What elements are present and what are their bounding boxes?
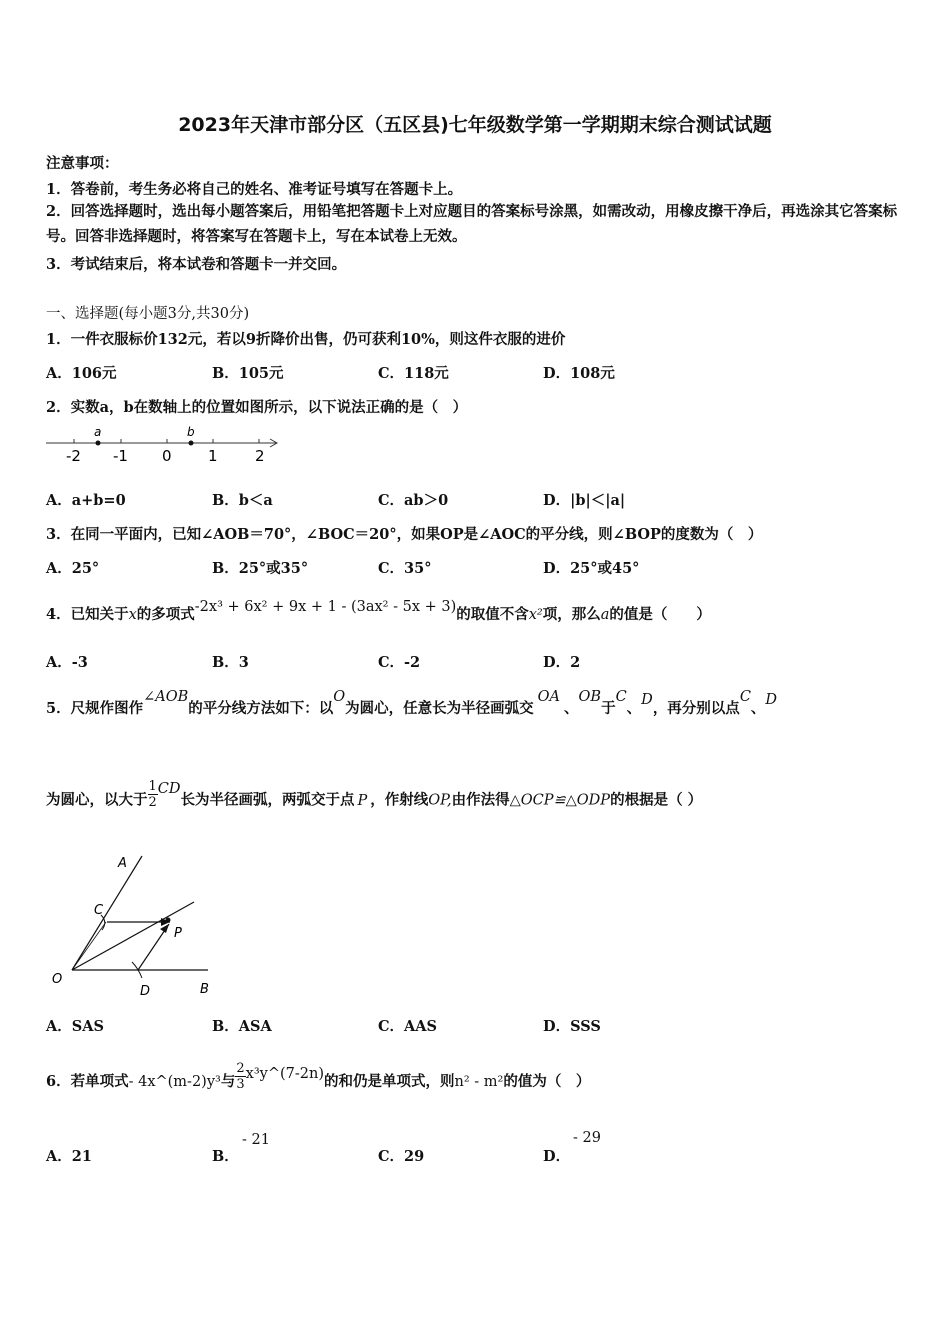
q5-text: 、 (750, 700, 766, 717)
q5-text: 为圆心，以大于 (46, 791, 148, 809)
q5-point-d: D (765, 692, 778, 708)
q4-var-a: a (600, 607, 610, 623)
q1-option-a: A．106元 (46, 365, 117, 382)
q5-congruence: △OCP≌△ODP (509, 792, 611, 809)
q5-ray-oa: OA (537, 689, 561, 705)
q4-option-d: D．2 (543, 654, 581, 671)
q4-polynomial: -2x³ + 6x² + 9x + 1 - (3ax² - 5x + 3) (194, 599, 457, 615)
notice-item-2: 2．回答选择题时，选出每小题答案后，用铅笔把答题卡上对应题目的答案标号涂黑，如需改动，用橡皮擦干净后，再选涂其它答案标号。回答非选择题时，将答案写在答题卡上，写在本试卷上无效。 (46, 203, 898, 245)
q4-text: 项，那么 (542, 606, 601, 623)
q6-option-a: A．21 (46, 1148, 92, 1165)
q2-option-d: D．|b|＜|a| (543, 492, 626, 509)
fraction-numerator: 2 (236, 1060, 245, 1076)
q4-option-c: C．-2 (378, 654, 421, 671)
question-2-stem: 2．实数a，b在数轴上的位置如图所示，以下说法正确的是（ ） (46, 399, 468, 416)
q5-fraction-half (148, 779, 158, 810)
q5-text: 、 (626, 700, 642, 717)
q4-text: 4．已知关于 (46, 606, 129, 623)
question-6-stem (46, 1060, 591, 1099)
question-5-stem-line-1 (46, 689, 778, 718)
q5-text: 于 (601, 700, 616, 717)
q4-text: 的取值不含 (456, 606, 529, 623)
q5-ray-op: OP, (428, 792, 452, 809)
q4-option-b: B．3 (212, 654, 249, 671)
question-3-stem: 3．在同一平面内，已知∠AOB＝70°，∠BOC＝20°，如果OP是∠AOC的平分线，则∠BOP的度数为（ ） (46, 526, 763, 543)
question-4-stem (46, 599, 711, 624)
q5-point-p: P (357, 792, 368, 809)
label-p: P (174, 926, 182, 941)
q5-option-d: D．SSS (543, 1018, 601, 1035)
q5-option-b: B．ASA (212, 1018, 272, 1035)
q2-option-b: B．b＜a (212, 492, 273, 509)
q3-option-a: A．25° (46, 560, 100, 577)
q6-option-b: B． (212, 1148, 239, 1165)
tick-label: -1 (113, 447, 128, 465)
q6-option-b-value: - 21 (242, 1132, 270, 1148)
q3-option-d: D．25°或45° (543, 560, 640, 577)
fraction-denominator: 3 (236, 1076, 245, 1092)
q5-text: ，作射线 (370, 791, 429, 809)
q6-monomial-1: - 4x^(m-2)y³ (128, 1074, 221, 1090)
q6-expression: n² - m² (454, 1074, 504, 1090)
q5-text: 为圆心，任意长为半径画弧交 (345, 700, 534, 717)
q5-point-c: C (739, 689, 751, 705)
q5-segment-cd: CD (157, 780, 181, 797)
fraction-numerator: 1 (148, 779, 157, 794)
q5-text: 由作法得 (451, 791, 510, 809)
label-d: D (140, 984, 151, 999)
q4-text: 的值是（ ） (609, 606, 711, 623)
q5-text: 的平分线方法如下：以 (188, 700, 334, 717)
ray-oa (72, 856, 142, 970)
point-a-label: a (94, 425, 102, 439)
label-b: B (200, 982, 209, 997)
q5-text: ，再分别以点 (652, 700, 740, 717)
q5-option-c: C．AAS (378, 1018, 438, 1035)
notice-heading: 注意事项： (46, 155, 119, 172)
label-a: A (118, 856, 127, 871)
q6-option-d-value: - 29 (573, 1130, 601, 1146)
q4-option-a: A．-3 (46, 654, 88, 671)
label-o: O (52, 972, 63, 987)
q6-text: 的和仍是单项式，则 (323, 1073, 455, 1090)
page-title: 2023年天津市部分区（五区县)七年级数学第一学期期末综合测试试题 (178, 114, 772, 136)
q1-option-b: B．105元 (212, 365, 284, 382)
point-b-dot (189, 441, 194, 446)
q5-ray-ob: OB (578, 689, 602, 705)
q4-text: 的多项式 (136, 606, 195, 623)
q6-option-d: D． (543, 1148, 571, 1165)
q5-text: 长为半径画弧，两弧交于点 (180, 791, 355, 809)
tick-label: 0 (162, 447, 172, 465)
q1-option-c: C．118元 (378, 365, 449, 382)
q2-option-a: A．a+b=0 (46, 492, 126, 509)
q1-option-d: D．108元 (543, 365, 615, 382)
construction-line (72, 922, 106, 970)
q6-text: 6．若单项式 (46, 1073, 129, 1090)
tick-label: 1 (208, 447, 218, 465)
point-a-dot (96, 441, 101, 446)
label-c: C (94, 903, 104, 918)
q5-angle-aob: ∠AOB (143, 689, 189, 705)
q3-option-b: B．25°或35° (212, 560, 309, 577)
q6-monomial-2: x³y^(7-2n) (245, 1066, 324, 1082)
q5-text: 5．尺规作图作 (46, 700, 144, 717)
q6-option-c: C．29 (378, 1148, 425, 1165)
q5-option-a: A．SAS (46, 1018, 104, 1035)
q6-text: 的值为（ ） (503, 1073, 591, 1090)
q4-x-squared: x² (528, 607, 543, 623)
q6-text: 与 (220, 1073, 236, 1090)
q3-option-c: C．35° (378, 560, 432, 577)
q5-point-o: O (333, 689, 346, 705)
point-b-label: b (187, 425, 195, 439)
notice-item-3: 3．考试结束后，将本试卷和答题卡一并交回。 (46, 256, 347, 273)
tick-label: 2 (255, 447, 265, 465)
q6-fraction (235, 1061, 245, 1092)
q2-option-c: C．ab＞0 (378, 492, 449, 509)
point-p-dot (166, 918, 171, 923)
section-heading: 一、选择题(每小题3分,共30分) (46, 306, 250, 322)
q5-text: 、 (564, 700, 579, 717)
tick-label: -2 (66, 447, 81, 465)
q5-point-d: D (641, 692, 653, 708)
question-1-stem: 1．一件衣服标价132元，若以9折降价出售，仍可获利10%，则这件衣服的进价 (46, 331, 566, 348)
number-line-figure (44, 424, 284, 466)
question-5-stem-line-2 (46, 779, 703, 816)
q5-text: 的根据是（ ） (610, 791, 703, 809)
q5-point-c: C (615, 689, 627, 705)
angle-bisector-figure (46, 852, 221, 1000)
q4-var-x: x (128, 607, 137, 623)
notice-item-1: 1．答卷前，考生务必将自己的姓名、准考证号填写在答题卡上。 (46, 181, 463, 198)
fraction-denominator: 2 (148, 795, 157, 810)
